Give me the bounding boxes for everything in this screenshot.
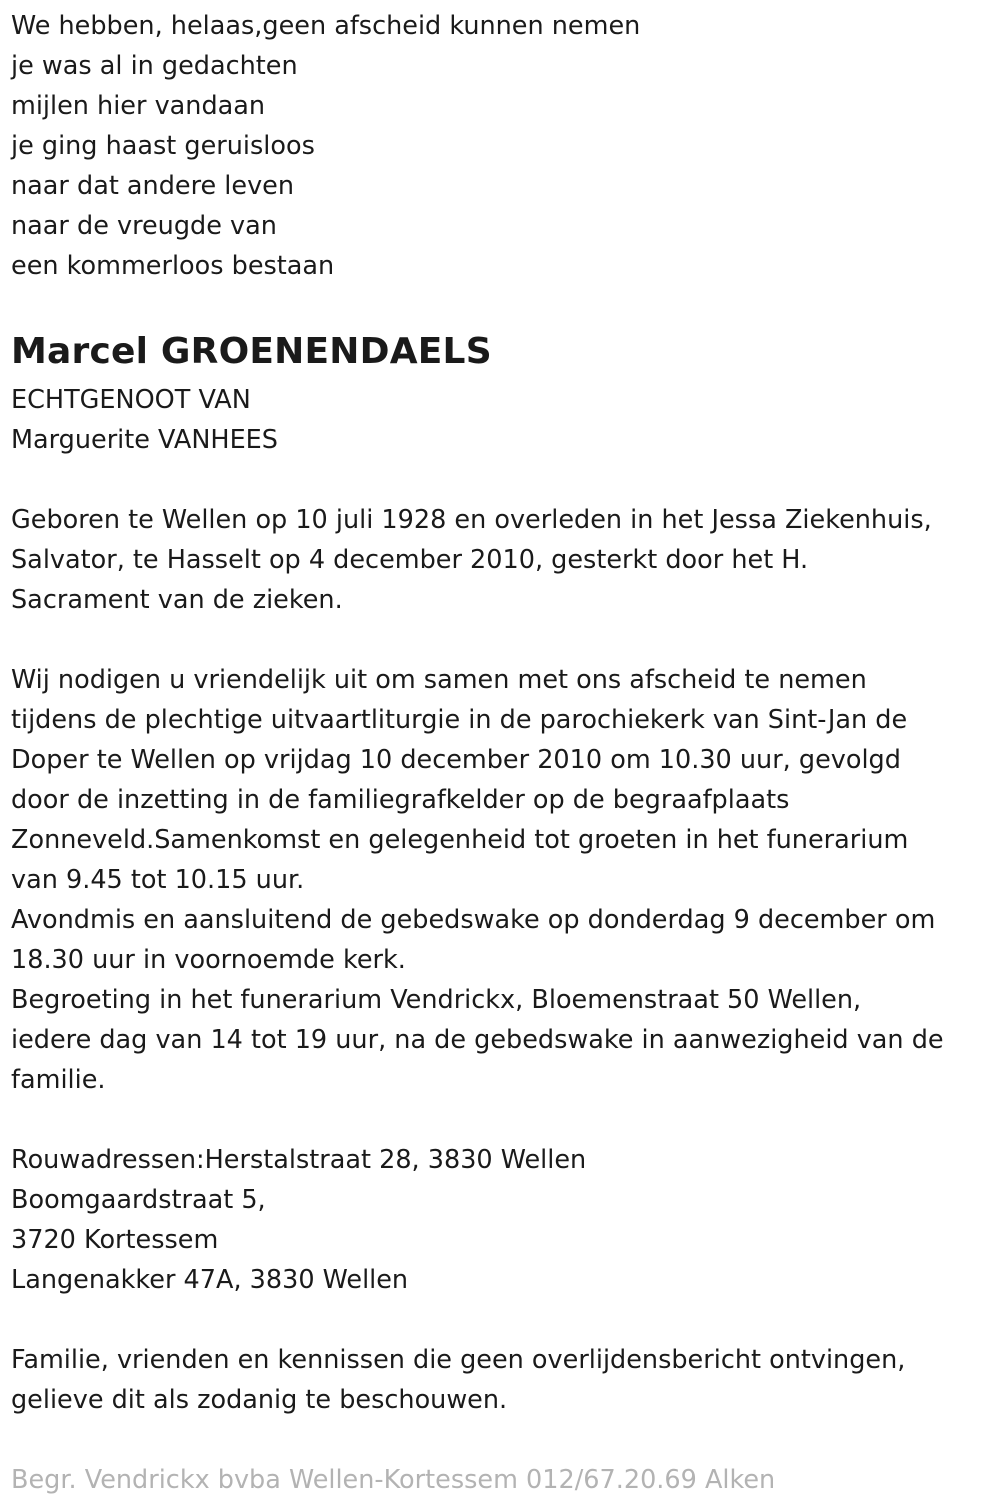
spacer — [11, 620, 989, 660]
funeral-home-footer: Begr. Vendrickx bvba Wellen-Kortessem 012/67.20.69 Alken — [11, 1465, 776, 1495]
spacer — [11, 286, 989, 326]
address-line: Boomgaardstraat 5, — [11, 1185, 266, 1215]
text-line: Salvator, te Hasselt op 4 december 2010, gesterkt door het H. — [11, 545, 809, 575]
text-line: Zonneveld.Samenkomst en gelegenheid tot groeten in het funerarium — [11, 825, 909, 855]
address-line: Rouwadressen:Herstalstraat 28, 3830 Wellen — [11, 1145, 587, 1175]
text-line: iedere dag van 14 tot 19 uur, na de gebedswake in aanwezigheid van de — [11, 1025, 944, 1055]
text-line: Geboren te Wellen op 10 juli 1928 en overleden in het Jessa Ziekenhuis, — [11, 505, 932, 535]
spouse-name: Marguerite VANHEES — [11, 425, 278, 455]
addresses-block — [11, 1140, 989, 1300]
text-line: door de inzetting in de familiegrafkelder op de begraafplaats — [11, 785, 790, 815]
poem-line: We hebben, helaas,geen afscheid kunnen nemen — [11, 11, 641, 41]
poem-line: naar dat andere leven — [11, 171, 295, 201]
poem — [11, 6, 989, 286]
poem-line: je was al in gedachten — [11, 51, 298, 81]
address-line: Langenakker 47A, 3830 Wellen — [11, 1265, 409, 1295]
text-line: Begroeting in het funerarium Vendrickx, Bloemenstraat 50 Wellen, — [11, 985, 862, 1015]
poem-line: je ging haast geruisloos — [11, 131, 315, 161]
poem-line: een kommerloos bestaan — [11, 251, 335, 281]
text-line: tijdens de plechtige uitvaartliturgie in de parochiekerk van Sint-Jan de — [11, 705, 908, 735]
spacer — [11, 1420, 989, 1460]
text-line: Sacrament van de zieken. — [11, 585, 343, 615]
text-line: familie. — [11, 1065, 106, 1095]
closing-paragraph — [11, 1340, 989, 1420]
text-line: Avondmis en aansluitend de gebedswake op donderdag 9 december om — [11, 905, 936, 935]
text-line: 18.30 uur in voornoemde kerk. — [11, 945, 406, 975]
deceased-name: Marcel GROENENDAELS — [11, 331, 492, 372]
spacer — [11, 1300, 989, 1340]
text-line: Doper te Wellen op vrijdag 10 december 2010 om 10.30 uur, gevolgd — [11, 745, 901, 775]
spacer — [11, 1100, 989, 1140]
poem-line: naar de vreugde van — [11, 211, 277, 241]
relation-label: ECHTGENOOT VAN — [11, 385, 251, 415]
text-line: gelieve dit als zodanig te beschouwen. — [11, 1385, 508, 1415]
deceased-block — [11, 332, 989, 460]
address-line: 3720 Kortessem — [11, 1225, 219, 1255]
birth-death-paragraph — [11, 500, 989, 620]
text-line: Wij nodigen u vriendelijk uit om samen met ons afscheid te nemen — [11, 665, 867, 695]
spacer — [11, 460, 989, 500]
text-line: van 9.45 tot 10.15 uur. — [11, 865, 305, 895]
poem-line: mijlen hier vandaan — [11, 91, 266, 121]
text-line: Familie, vrienden en kennissen die geen overlijdensbericht ontvingen, — [11, 1345, 906, 1375]
ceremony-paragraph — [11, 660, 989, 1100]
